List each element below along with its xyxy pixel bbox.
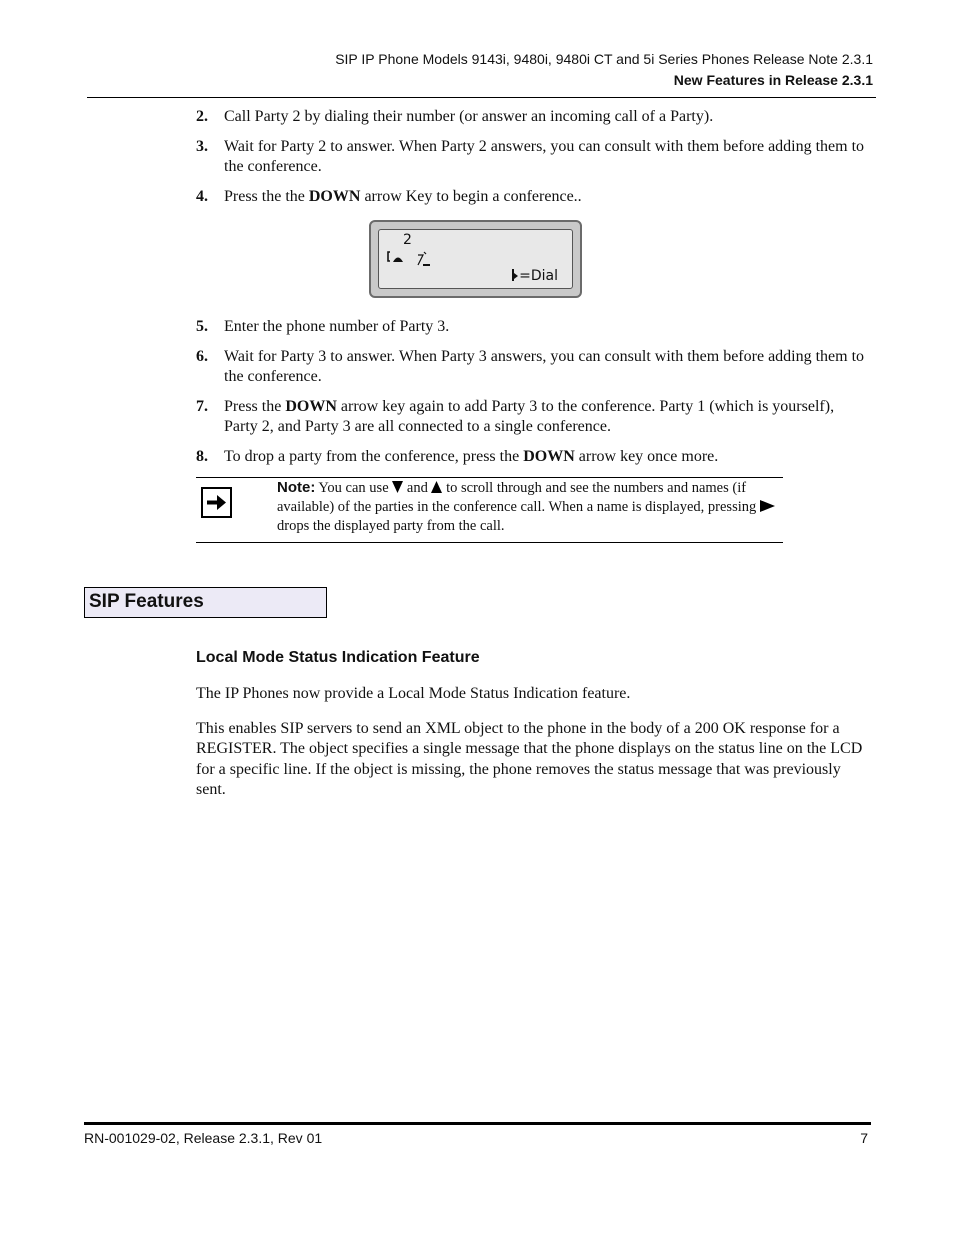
running-header-title: SIP IP Phone Models 9143i, 9480i, 9480i CT and 5i Series Phones Release Note 2.3.1 <box>335 51 873 67</box>
list-item <box>196 137 866 177</box>
step-number: 2. <box>196 108 208 125</box>
step-number: 8. <box>196 448 208 465</box>
step-text: Call Party 2 by dialing their number (or answer an incoming call of a Party). <box>224 108 714 125</box>
footer-rule <box>84 1122 871 1125</box>
lcd-softkey: =Dial <box>511 268 558 284</box>
section-heading-box <box>84 587 327 618</box>
list-item <box>196 397 866 437</box>
handset-icon <box>511 269 519 281</box>
lcd-screen <box>378 229 573 289</box>
list-item <box>196 347 866 387</box>
note-bottom-rule <box>196 542 783 543</box>
right-arrow-icon <box>760 500 775 512</box>
step-text: Enter the phone number of Party 3. <box>224 318 450 335</box>
list-item <box>196 107 866 127</box>
paragraph: This enables SIP servers to send an XML object to the phone in the body of a 200 OK response for a REGISTER. The object specifies a single message that the phone displays on the status line on the LCD for a specific line. If the object is missing, the phone removes the status message that was previously sent. <box>196 720 863 799</box>
subsection-title: Local Mode Status Indication Feature <box>196 649 480 666</box>
note-arrow-icon <box>201 487 232 518</box>
note-text: Note: You can use and to scroll through and see the numbers and names (if available) of the parties in the conference call. When a name is displayed, pressing drops the displayed party from the call. <box>277 478 787 536</box>
list-item <box>196 317 866 337</box>
section-title: SIP Features <box>89 591 204 612</box>
conference-phone-icon <box>387 249 437 273</box>
paragraph: The IP Phones now provide a Local Mode Status Indication feature. <box>196 685 631 702</box>
down-arrow-icon <box>392 481 403 493</box>
step-text: Press the the DOWN arrow Key to begin a conference.. <box>224 188 582 205</box>
step-number: 4. <box>196 188 208 205</box>
step-number: 3. <box>196 138 208 155</box>
up-arrow-icon <box>431 481 442 493</box>
step-number: 7. <box>196 398 208 415</box>
footer-document-id: RN-001029-02, Release 2.3.1, Rev 01 <box>84 1130 323 1146</box>
note-label: Note: <box>277 479 316 496</box>
running-header-section: New Features in Release 2.3.1 <box>673 72 873 88</box>
list-item <box>196 447 866 467</box>
step-text: To drop a party from the conference, press the DOWN arrow key once more. <box>224 448 719 465</box>
lcd-line-number: 2 <box>403 232 412 248</box>
header-rule <box>87 97 876 98</box>
step-number: 6. <box>196 348 208 365</box>
step-text: Wait for Party 2 to answer. When Party 2 answers, you can consult with them before adding them to the conference. <box>224 138 865 175</box>
step-text: Wait for Party 3 to answer. When Party 3 answers, you can consult with them before adding them to the conference. <box>224 348 865 385</box>
step-number: 5. <box>196 318 208 335</box>
step-text: Press the DOWN arrow key again to add Party 3 to the conference. Party 1 (which is yourself), Party 2, and Party 3 are all connected to a single conference. <box>224 398 835 435</box>
phone-lcd-illustration <box>369 220 582 298</box>
page-number: 7 <box>860 1130 868 1146</box>
list-item <box>196 187 866 207</box>
